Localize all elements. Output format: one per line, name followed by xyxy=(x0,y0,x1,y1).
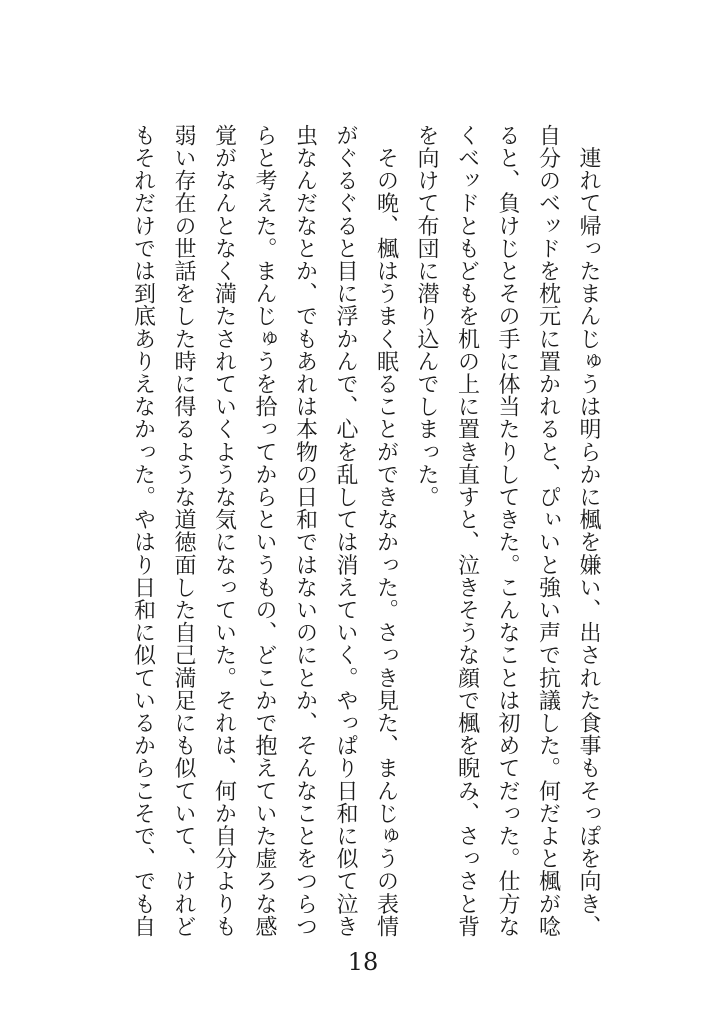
text-line: もそれだけでは到底ありえなかった。やはり日和に似ているからこそで、でも自 xyxy=(130,124,156,938)
text-line: 弱い存在の世話をした時に得るような道徳面した自己満足にも似ていて、けれど xyxy=(171,124,196,938)
page-number: 18 xyxy=(347,948,379,976)
body-text xyxy=(122,124,608,938)
text-line: がぐるぐると目に浮かんで、心を乱しては消えていく。やっぱり日和に似て泣き xyxy=(333,124,358,938)
text-line: らと考えた。まんじゅうを拾ってからというもの、どこかで抱えていた虚ろな感 xyxy=(252,124,277,938)
text-line: を向けて布団に潜り込んでしまった。 xyxy=(414,124,439,509)
text-line: 虫なんだなとか、でもあれは本物の日和ではないのにとか、そんなことをつらつ xyxy=(292,124,318,938)
text-line: 自分のベッドを枕元に置かれると、ぴぃいと強い声で抗議した。何だよと楓が唸 xyxy=(535,124,561,938)
text-line: くベッドともどもを机の上に置き直すと、泣きそうな顔で楓を睨み、さっさと背 xyxy=(454,124,480,938)
text-line: その晩、楓はうまく眠ることができなかった。さっき見た、まんじゅうの表情 xyxy=(373,124,399,938)
text-line: 連れて帰ったまんじゅうは明らかに楓を嫌い、出された食事もそっぽを向き、 xyxy=(576,124,601,938)
text-line: 覚がなんとなく満たされていくような気になっていた。それは、何か自分よりも xyxy=(211,124,237,938)
text-line: ると、負けじとその手に体当たりしてきた。こんなことは初めてだった。仕方な xyxy=(495,124,520,938)
